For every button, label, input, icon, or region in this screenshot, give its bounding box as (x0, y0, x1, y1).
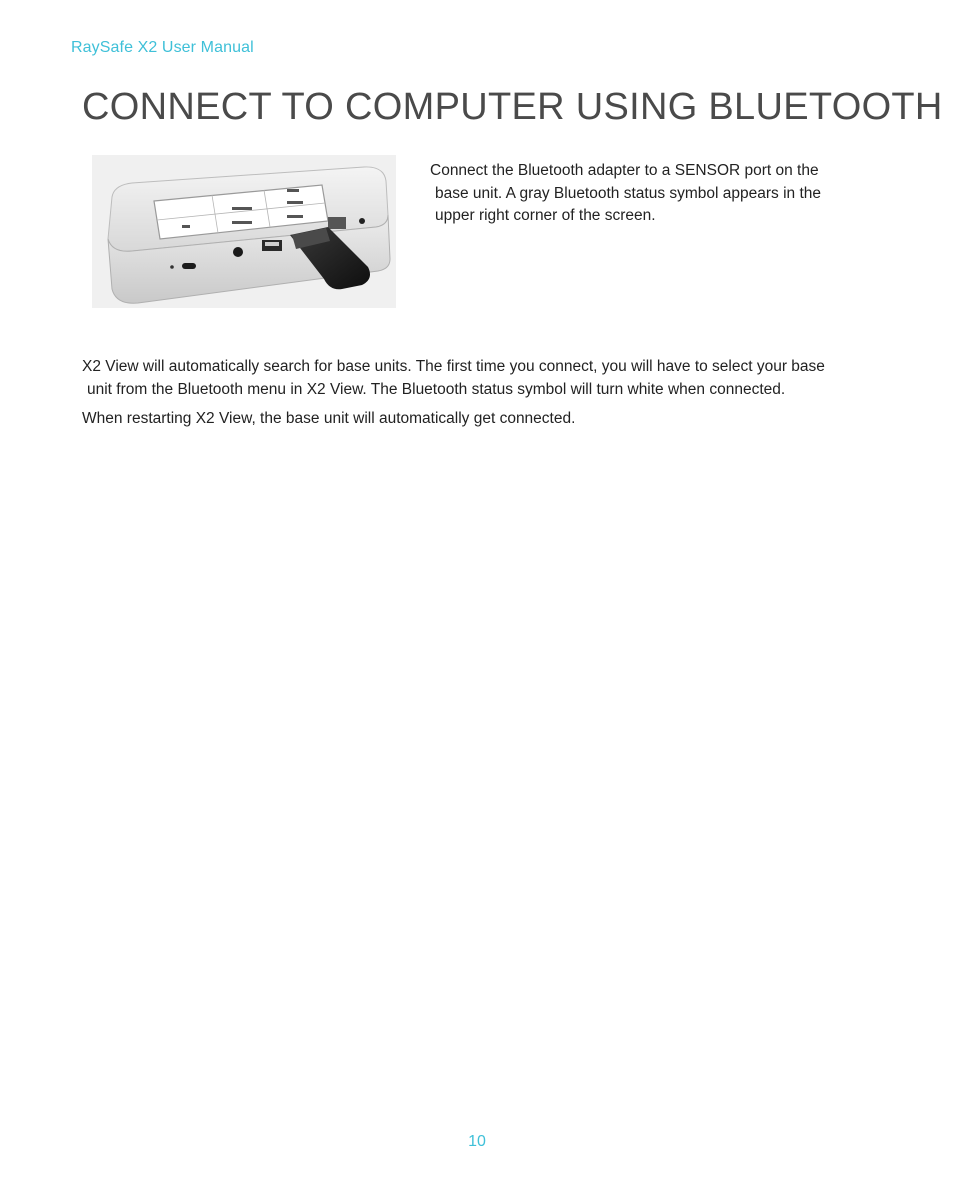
body-line: unit from the Bluetooth menu in X2 View. The Bluetooth status symbol will turn white when connected. (87, 380, 786, 398)
body-line: X2 View will automatically search for base units. The first time you connect, you will have to select your base (82, 358, 825, 375)
page-number: 10 (468, 1133, 486, 1150)
body-paragraph-1 (82, 356, 892, 401)
device-figure (92, 155, 396, 308)
body-paragraph-2 (82, 408, 892, 431)
page-title: CONNECT TO COMPUTER USING BLUETOOTH (82, 86, 943, 128)
intro-text (430, 160, 870, 228)
running-header: RaySafe X2 User Manual (71, 39, 254, 56)
base-unit-with-bluetooth-adapter-icon (92, 155, 396, 308)
body-line: When restarting X2 View, the base unit will automatically get connected. (82, 410, 576, 427)
intro-line: Connect the Bluetooth adapter to a SENSOR port on the (430, 162, 819, 179)
intro-line: upper right corner of the screen. (435, 207, 656, 224)
intro-line: base unit. A gray Bluetooth status symbol appears in the (435, 184, 822, 202)
